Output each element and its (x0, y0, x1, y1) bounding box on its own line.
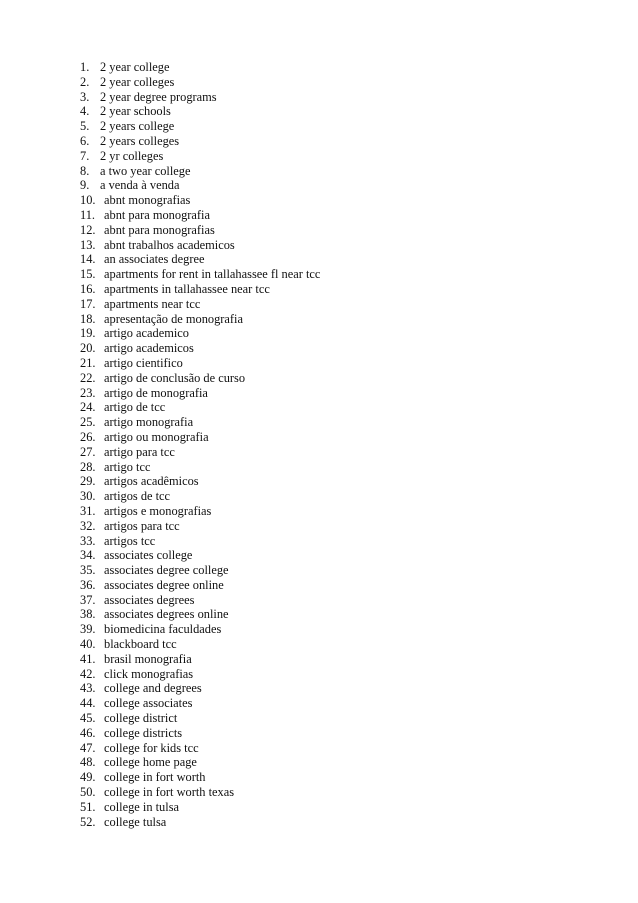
list-item-number: 7. (80, 148, 90, 163)
list-item-text: associates degrees (104, 592, 195, 607)
list-item (80, 607, 320, 622)
list-item (80, 119, 320, 134)
list-item-number: 47. (80, 740, 96, 755)
list-item-number: 25. (80, 415, 96, 430)
list-item-text: associates degrees online (104, 607, 229, 622)
list-item-text: college district (104, 711, 178, 726)
list-item (80, 681, 320, 696)
list-item-text: artigo ou monografia (104, 429, 209, 444)
list-item-text: college home page (104, 755, 197, 770)
list-item-text: artigo monografia (104, 415, 194, 430)
list-item (80, 652, 320, 667)
list-item-number: 14. (80, 252, 96, 267)
list-item-number: 35. (80, 563, 96, 578)
list-item-number: 49. (80, 770, 96, 785)
list-item (80, 90, 320, 105)
list-item-number: 40. (80, 637, 96, 652)
list-item (80, 445, 320, 460)
list-item (80, 164, 320, 179)
list-item-text: a venda à venda (100, 178, 180, 193)
list-item (80, 770, 320, 785)
list-item-number: 1. (80, 60, 90, 74)
list-item-text: college and degrees (104, 681, 202, 696)
list-item-number: 29. (80, 474, 96, 489)
list-item-number: 37. (80, 592, 96, 607)
list-item-number: 44. (80, 696, 96, 711)
list-item (80, 460, 320, 475)
list-item-text: college tulsa (104, 814, 167, 829)
list-item-text: biomedicina faculdades (104, 622, 222, 637)
list-item (80, 149, 320, 164)
list-item (80, 400, 320, 415)
list-item (80, 800, 320, 815)
list-item-text: college associates (104, 696, 193, 711)
list-item (80, 104, 320, 119)
list-item-number: 48. (80, 755, 96, 770)
list-item-text: brasil monografia (104, 651, 192, 666)
list-item-number: 6. (80, 133, 90, 148)
list-item-number: 22. (80, 370, 96, 385)
list-item-text: college for kids tcc (104, 740, 199, 755)
list-item (80, 282, 320, 297)
list-item-text: artigos para tcc (104, 518, 180, 533)
list-item-text: artigos de tcc (104, 489, 171, 504)
list-item-number: 36. (80, 577, 96, 592)
list-item-text: apresentação de monografia (104, 311, 243, 326)
list-item-number: 34. (80, 548, 96, 563)
list-item-text: blackboard tcc (104, 637, 177, 652)
list-item-text: artigo para tcc (104, 444, 175, 459)
list-item (80, 815, 320, 830)
list-item (80, 341, 320, 356)
list-item-text: artigo de tcc (104, 400, 166, 415)
list-item (80, 430, 320, 445)
list-item-number: 45. (80, 711, 96, 726)
list-item (80, 134, 320, 149)
list-item-text: artigos tcc (104, 533, 156, 548)
list-item-text: 2 year degree programs (100, 89, 217, 104)
list-item-text: 2 years college (100, 119, 175, 134)
list-item-number: 8. (80, 163, 90, 178)
list-item (80, 711, 320, 726)
list-item (80, 563, 320, 578)
list-item-number: 27. (80, 444, 96, 459)
list-item-number: 19. (80, 326, 96, 341)
list-item-text: associates college (104, 548, 193, 563)
list-item-number: 39. (80, 622, 96, 637)
list-item-number: 10. (80, 193, 96, 208)
list-item-number: 12. (80, 222, 96, 237)
list-item-text: artigo de conclusão de curso (104, 370, 246, 385)
list-item-number: 9. (80, 178, 90, 193)
list-item (80, 75, 320, 90)
list-item-text: artigo tcc (104, 459, 151, 474)
list-item-number: 30. (80, 489, 96, 504)
list-item-number: 41. (80, 651, 96, 666)
list-item (80, 356, 320, 371)
list-item-text: abnt para monografia (104, 207, 210, 222)
list-item-text: college in fort worth (104, 770, 206, 785)
list-item-text: apartments for rent in tallahassee fl near tcc (104, 267, 321, 282)
list-item-number: 11. (80, 207, 96, 222)
list-item (80, 741, 320, 756)
list-item-text: 2 year college (100, 60, 170, 74)
list-item-number: 31. (80, 503, 96, 518)
list-item-number: 2. (80, 74, 90, 89)
list-item-number: 15. (80, 267, 96, 282)
list-item-number: 38. (80, 607, 96, 622)
list-item-number: 18. (80, 311, 96, 326)
list-item-text: artigos acadêmicos (104, 474, 199, 489)
list-item-text: 2 years colleges (100, 133, 180, 148)
list-item-text: associates degree online (104, 577, 224, 592)
list-item (80, 297, 320, 312)
list-item (80, 326, 320, 341)
list-item-number: 21. (80, 355, 96, 370)
list-item-number: 43. (80, 681, 96, 696)
list-item-text: abnt monografias (104, 193, 191, 208)
list-item (80, 238, 320, 253)
list-item-text: artigos e monografias (104, 503, 212, 518)
list-item-text: a two year college (100, 163, 191, 178)
list-item (80, 223, 320, 238)
list-item-number: 50. (80, 785, 96, 800)
list-item (80, 415, 320, 430)
list-item (80, 755, 320, 770)
list-item (80, 534, 320, 549)
list-item (80, 208, 320, 223)
list-item (80, 785, 320, 800)
list-item (80, 578, 320, 593)
keyword-list (80, 60, 320, 829)
list-item-text: apartments near tcc (104, 296, 201, 311)
list-item-number: 52. (80, 814, 96, 829)
list-item (80, 593, 320, 608)
list-item-number: 23. (80, 385, 96, 400)
list-item-number: 32. (80, 518, 96, 533)
list-item-text: artigo academico (104, 326, 189, 341)
list-item-number: 46. (80, 725, 96, 740)
list-item (80, 474, 320, 489)
list-item-number: 51. (80, 799, 96, 814)
list-item-text: college in fort worth texas (104, 785, 235, 800)
list-item-text: abnt trabalhos academicos (104, 237, 235, 252)
list-item-text: 2 year colleges (100, 74, 175, 89)
list-item-number: 20. (80, 341, 96, 356)
list-item-text: an associates degree (104, 252, 205, 267)
list-item-text: college districts (104, 725, 183, 740)
list-item-text: artigo academicos (104, 341, 194, 356)
list-item-text: college in tulsa (104, 799, 180, 814)
list-item (80, 312, 320, 327)
list-item-number: 17. (80, 296, 96, 311)
list-item (80, 504, 320, 519)
list-item (80, 489, 320, 504)
list-item-number: 24. (80, 400, 96, 415)
list-item-number: 28. (80, 459, 96, 474)
list-item (80, 726, 320, 741)
list-item-text: artigo cientifico (104, 355, 183, 370)
list-item (80, 267, 320, 282)
list-item-text: abnt para monografias (104, 222, 215, 237)
list-item-number: 3. (80, 89, 90, 104)
list-item (80, 252, 320, 267)
list-item-text: associates degree college (104, 563, 229, 578)
list-item (80, 696, 320, 711)
list-item-number: 16. (80, 281, 96, 296)
list-item-number: 5. (80, 119, 90, 134)
list-item-text: artigo de monografia (104, 385, 208, 400)
list-item (80, 667, 320, 682)
list-item (80, 60, 320, 75)
list-item-number: 13. (80, 237, 96, 252)
list-item (80, 178, 320, 193)
list-item-text: apartments in tallahassee near tcc (104, 281, 270, 296)
list-item-number: 26. (80, 429, 96, 444)
list-item (80, 193, 320, 208)
list-item-text: 2 year schools (100, 104, 171, 119)
list-item-number: 33. (80, 533, 96, 548)
list-item (80, 637, 320, 652)
list-item-text: 2 yr colleges (100, 148, 164, 163)
list-item-number: 4. (80, 104, 90, 119)
list-item-text: click monografias (104, 666, 194, 681)
list-item (80, 371, 320, 386)
list-item (80, 622, 320, 637)
list-item-number: 42. (80, 666, 96, 681)
list-item (80, 386, 320, 401)
list-item (80, 548, 320, 563)
list-item (80, 519, 320, 534)
